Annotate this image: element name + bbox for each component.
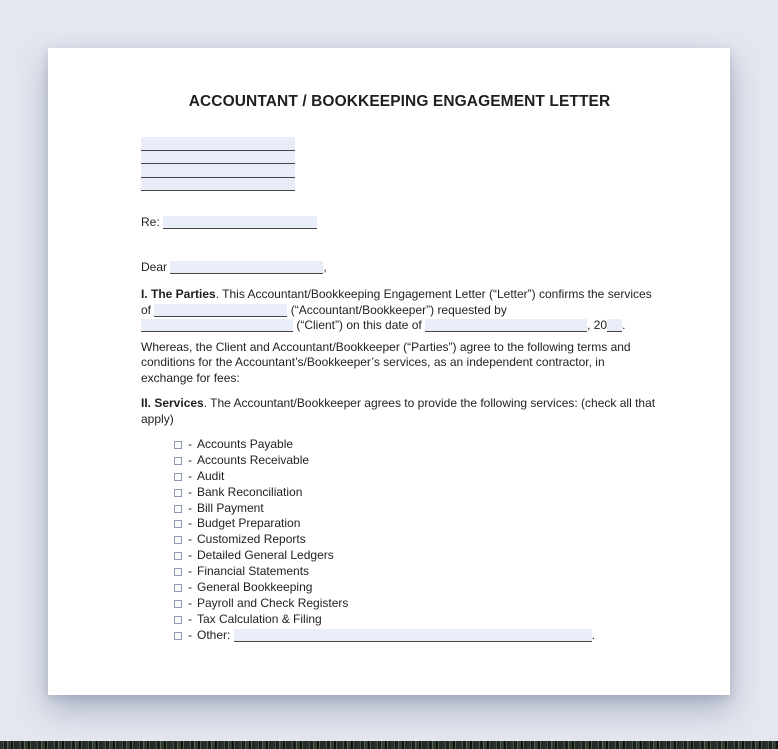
service-item xyxy=(174,469,658,485)
service-item-label: General Bookkeeping xyxy=(197,580,313,595)
item-dash: - xyxy=(188,516,192,531)
item-dash: - xyxy=(188,564,192,579)
service-item xyxy=(174,501,658,517)
item-dash: - xyxy=(188,595,192,610)
service-item-label: Other: xyxy=(197,627,231,642)
date-field[interactable] xyxy=(425,319,587,332)
service-item-label: Budget Preparation xyxy=(197,516,301,531)
address-block xyxy=(141,137,658,191)
services-list xyxy=(141,437,658,644)
service-checkbox[interactable] xyxy=(174,441,182,449)
other-service-field[interactable] xyxy=(234,629,592,642)
document-title: ACCOUNTANT / BOOKKEEPING ENGAGEMENT LETTER xyxy=(188,93,611,110)
service-item-label: Tax Calculation & Filing xyxy=(197,611,322,626)
service-item-label: Financial Statements xyxy=(197,564,310,579)
services-text: . The Accountant/Bookkeeper agrees to provide the following services: (check all that apply) xyxy=(141,396,656,426)
service-item xyxy=(174,485,658,501)
other-checkbox[interactable] xyxy=(174,632,182,640)
service-item-label: Audit xyxy=(197,468,225,483)
service-item-label: Bank Reconciliation xyxy=(197,484,303,499)
accountant-name-field[interactable] xyxy=(154,304,287,317)
service-item-label: Bill Payment xyxy=(197,500,264,515)
document-page xyxy=(48,48,730,695)
address-line-1-field[interactable] xyxy=(141,137,295,151)
year-field[interactable] xyxy=(607,319,622,332)
parties-text-client: (“Client”) on this date of xyxy=(296,318,422,332)
item-dash: - xyxy=(188,468,192,483)
service-item xyxy=(174,596,658,612)
parties-year-prefix: , 20 xyxy=(587,318,608,332)
service-checkbox[interactable] xyxy=(174,600,182,608)
item-dash: - xyxy=(188,532,192,547)
service-item xyxy=(174,548,658,564)
service-checkbox[interactable] xyxy=(174,552,182,560)
item-dash: - xyxy=(188,627,192,642)
address-line-4-field[interactable] xyxy=(141,178,295,192)
service-item xyxy=(174,564,658,580)
parties-paragraph xyxy=(141,287,658,334)
whereas-paragraph: Whereas, the Client and Accountant/Bookkeeper (“Parties”) agree to the following terms and conditions for the Accountant’s/Bookkeeper’s services, as an independent contractor, in exchange for fees: xyxy=(141,339,631,385)
address-line-3-field[interactable] xyxy=(141,164,295,178)
item-dash: - xyxy=(188,452,192,467)
service-item xyxy=(174,437,658,453)
parties-text-intro: . This Accountant/Bookkeeping Engagement Letter (“Letter”) confirms the services of xyxy=(141,287,652,317)
service-item-label: Accounts Payable xyxy=(197,437,294,451)
service-item-label: Customized Reports xyxy=(197,532,306,547)
recipient-name-field[interactable] xyxy=(170,261,323,274)
services-paragraph xyxy=(141,396,658,427)
service-checkbox[interactable] xyxy=(174,505,182,513)
other-sentence-end: . xyxy=(591,627,596,642)
item-dash: - xyxy=(188,611,192,626)
service-checkbox[interactable] xyxy=(174,584,182,592)
service-checkbox[interactable] xyxy=(174,457,182,465)
item-dash: - xyxy=(188,437,192,451)
dear-comma: , xyxy=(323,260,327,274)
client-name-field[interactable] xyxy=(141,319,293,332)
parties-sentence-end: . xyxy=(622,318,626,332)
address-line-2-field[interactable] xyxy=(141,151,295,165)
service-checkbox[interactable] xyxy=(174,616,182,624)
service-item-label: Payroll and Check Registers xyxy=(197,595,349,610)
item-dash: - xyxy=(188,500,192,515)
service-item xyxy=(174,453,658,469)
re-line xyxy=(141,215,658,230)
dear-label: Dear xyxy=(141,260,168,274)
service-item xyxy=(174,516,658,532)
service-checkbox[interactable] xyxy=(174,568,182,576)
bottom-noise-strip xyxy=(0,741,778,749)
item-dash: - xyxy=(188,580,192,595)
service-item-other xyxy=(174,628,658,644)
item-dash: - xyxy=(188,548,192,563)
dear-line xyxy=(141,260,658,275)
service-checkbox[interactable] xyxy=(174,489,182,497)
re-label: Re: xyxy=(141,215,160,229)
service-item-label: Accounts Receivable xyxy=(197,452,310,467)
item-dash: - xyxy=(188,484,192,499)
service-checkbox[interactable] xyxy=(174,520,182,528)
service-item xyxy=(174,612,658,628)
services-heading: II. Services xyxy=(141,396,204,410)
re-subject-field[interactable] xyxy=(163,216,317,229)
parties-heading: I. The Parties xyxy=(141,287,216,301)
service-item xyxy=(174,580,658,596)
service-checkbox[interactable] xyxy=(174,536,182,544)
service-item-label: Detailed General Ledgers xyxy=(197,548,334,563)
service-checkbox[interactable] xyxy=(174,473,182,481)
parties-text-accountant: (“Accountant/Bookkeeper”) requested by xyxy=(290,302,507,317)
service-item xyxy=(174,532,658,548)
